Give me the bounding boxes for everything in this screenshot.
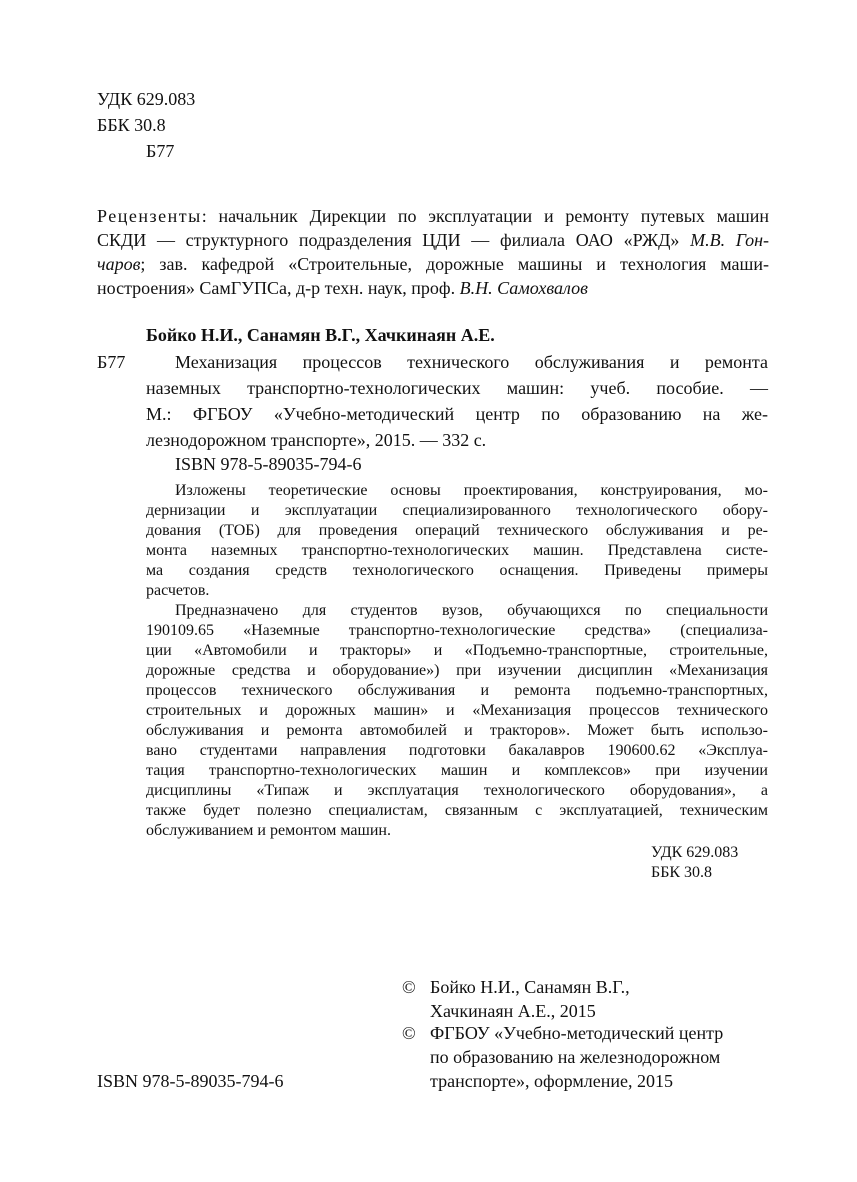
copyright-publisher-line-3: транспорте», оформление, 2015 bbox=[430, 1071, 673, 1091]
copyright-publisher-line-2: по образованию на железнодорожном bbox=[430, 1047, 721, 1067]
bibliography-line: Механизация процессов технического обслуживания и ремонта bbox=[175, 352, 768, 372]
udk-code: УДК 629.083 bbox=[97, 89, 196, 109]
reviewers-line-2: СКДИ — структурного подразделения ЦДИ — филиала ОАО «РЖД» М.В. Гон- bbox=[97, 230, 769, 250]
copyright-symbol: © bbox=[402, 1023, 416, 1043]
annotation-line: дования (ТОБ) для проведения операций технического обслуживания и ре- bbox=[146, 522, 768, 539]
reviewers-line-3: чаров; зав. кафедрой «Строительные, дорожные машины и технология маши- bbox=[97, 254, 769, 274]
udk-code-bottom: УДК 629.083 bbox=[651, 844, 739, 861]
bbk-code-bottom: ББК 30.8 bbox=[651, 864, 713, 881]
bbk-code: ББК 30.8 bbox=[97, 115, 166, 135]
reviewers-label: Рецензенты bbox=[97, 206, 202, 226]
annotation-line: также будет полезно специалистам, связанным с эксплуатацией, техническим bbox=[146, 802, 768, 819]
annotation-line: дисциплины «Типаж и эксплуатация технологического оборудования», а bbox=[146, 782, 768, 799]
bibliography-isbn: ISBN 978-5-89035-794-6 bbox=[175, 454, 362, 474]
reviewer-name: В.Н. Самохвалов bbox=[459, 278, 588, 298]
copyright-symbol: © bbox=[402, 977, 416, 997]
annotation-line: ции «Автомобили и тракторы» и «Подъемно-транспортные, строительные, bbox=[146, 642, 768, 659]
annotation-line: процессов технического обслуживания и ремонта подъемно-транспортных, bbox=[146, 682, 768, 699]
annotation-line: дорожные средства и оборудование») при изучении дисциплин «Механизация bbox=[146, 662, 768, 679]
reviewer-name: М.В. Гон- bbox=[690, 230, 769, 250]
copyright-authors-line-1: Бойко Н.И., Санамян В.Г., bbox=[430, 977, 630, 997]
annotation-line: вано студентами направления подготовки бакалавров 190600.62 «Эксплуа- bbox=[146, 742, 768, 759]
copyright-publisher-line-1: ФГБОУ «Учебно-методический центр bbox=[430, 1023, 724, 1043]
annotation-line: 190109.65 «Наземные транспортно-технологические средства» (специализа- bbox=[146, 622, 768, 639]
reviewers-line-1: Рецензенты: начальник Дирекции по эксплуатации и ремонту путевых машин bbox=[97, 206, 769, 226]
reviewers-line-4: ностроения» СамГУПСа, д-р техн. наук, проф. В.Н. Самохвалов bbox=[97, 278, 588, 298]
annotation-line: ма создания средств технологического оснащения. Приведены примеры bbox=[146, 562, 768, 579]
annotation-line: строительных и дорожных машин» и «Механизация процессов технического bbox=[146, 702, 768, 719]
annotation-line: Предназначено для студентов вузов, обучающихся по специальности bbox=[175, 602, 768, 619]
reviewer-name: чаров bbox=[97, 254, 141, 274]
bibliography-mark: Б77 bbox=[97, 352, 126, 372]
annotation-line: обслуживания и ремонта автомобилей и тракторов». Может быть использо- bbox=[146, 722, 768, 739]
annotation-line: расчетов. bbox=[146, 582, 210, 599]
author-mark: Б77 bbox=[146, 141, 175, 161]
bibliography-line: наземных транспортно-технологических машин: учеб. пособие. — bbox=[146, 378, 768, 398]
authors: Бойко Н.И., Санамян В.Г., Хачкинаян А.Е. bbox=[146, 325, 495, 345]
annotation-line: дернизации и эксплуатации специализированного технологического обору- bbox=[146, 502, 768, 519]
copyright-authors-line-2: Хачкинаян А.Е., 2015 bbox=[430, 1001, 596, 1021]
isbn-footer: ISBN 978-5-89035-794-6 bbox=[97, 1071, 284, 1091]
annotation-line: обслуживанием и ремонтом машин. bbox=[146, 822, 391, 839]
annotation-line: Изложены теоретические основы проектирования, конструирования, мо- bbox=[175, 482, 768, 499]
bibliography-line: М.: ФГБОУ «Учебно-методический центр по образованию на же- bbox=[146, 404, 768, 424]
annotation-line: тация транспортно-технологических машин и комплексов» при изучении bbox=[146, 762, 768, 779]
annotation-line: монта наземных транспортно-технологических машин. Представлена систе- bbox=[146, 542, 768, 559]
bibliography-line: лезнодорожном транспорте», 2015. — 332 с. bbox=[146, 430, 487, 450]
